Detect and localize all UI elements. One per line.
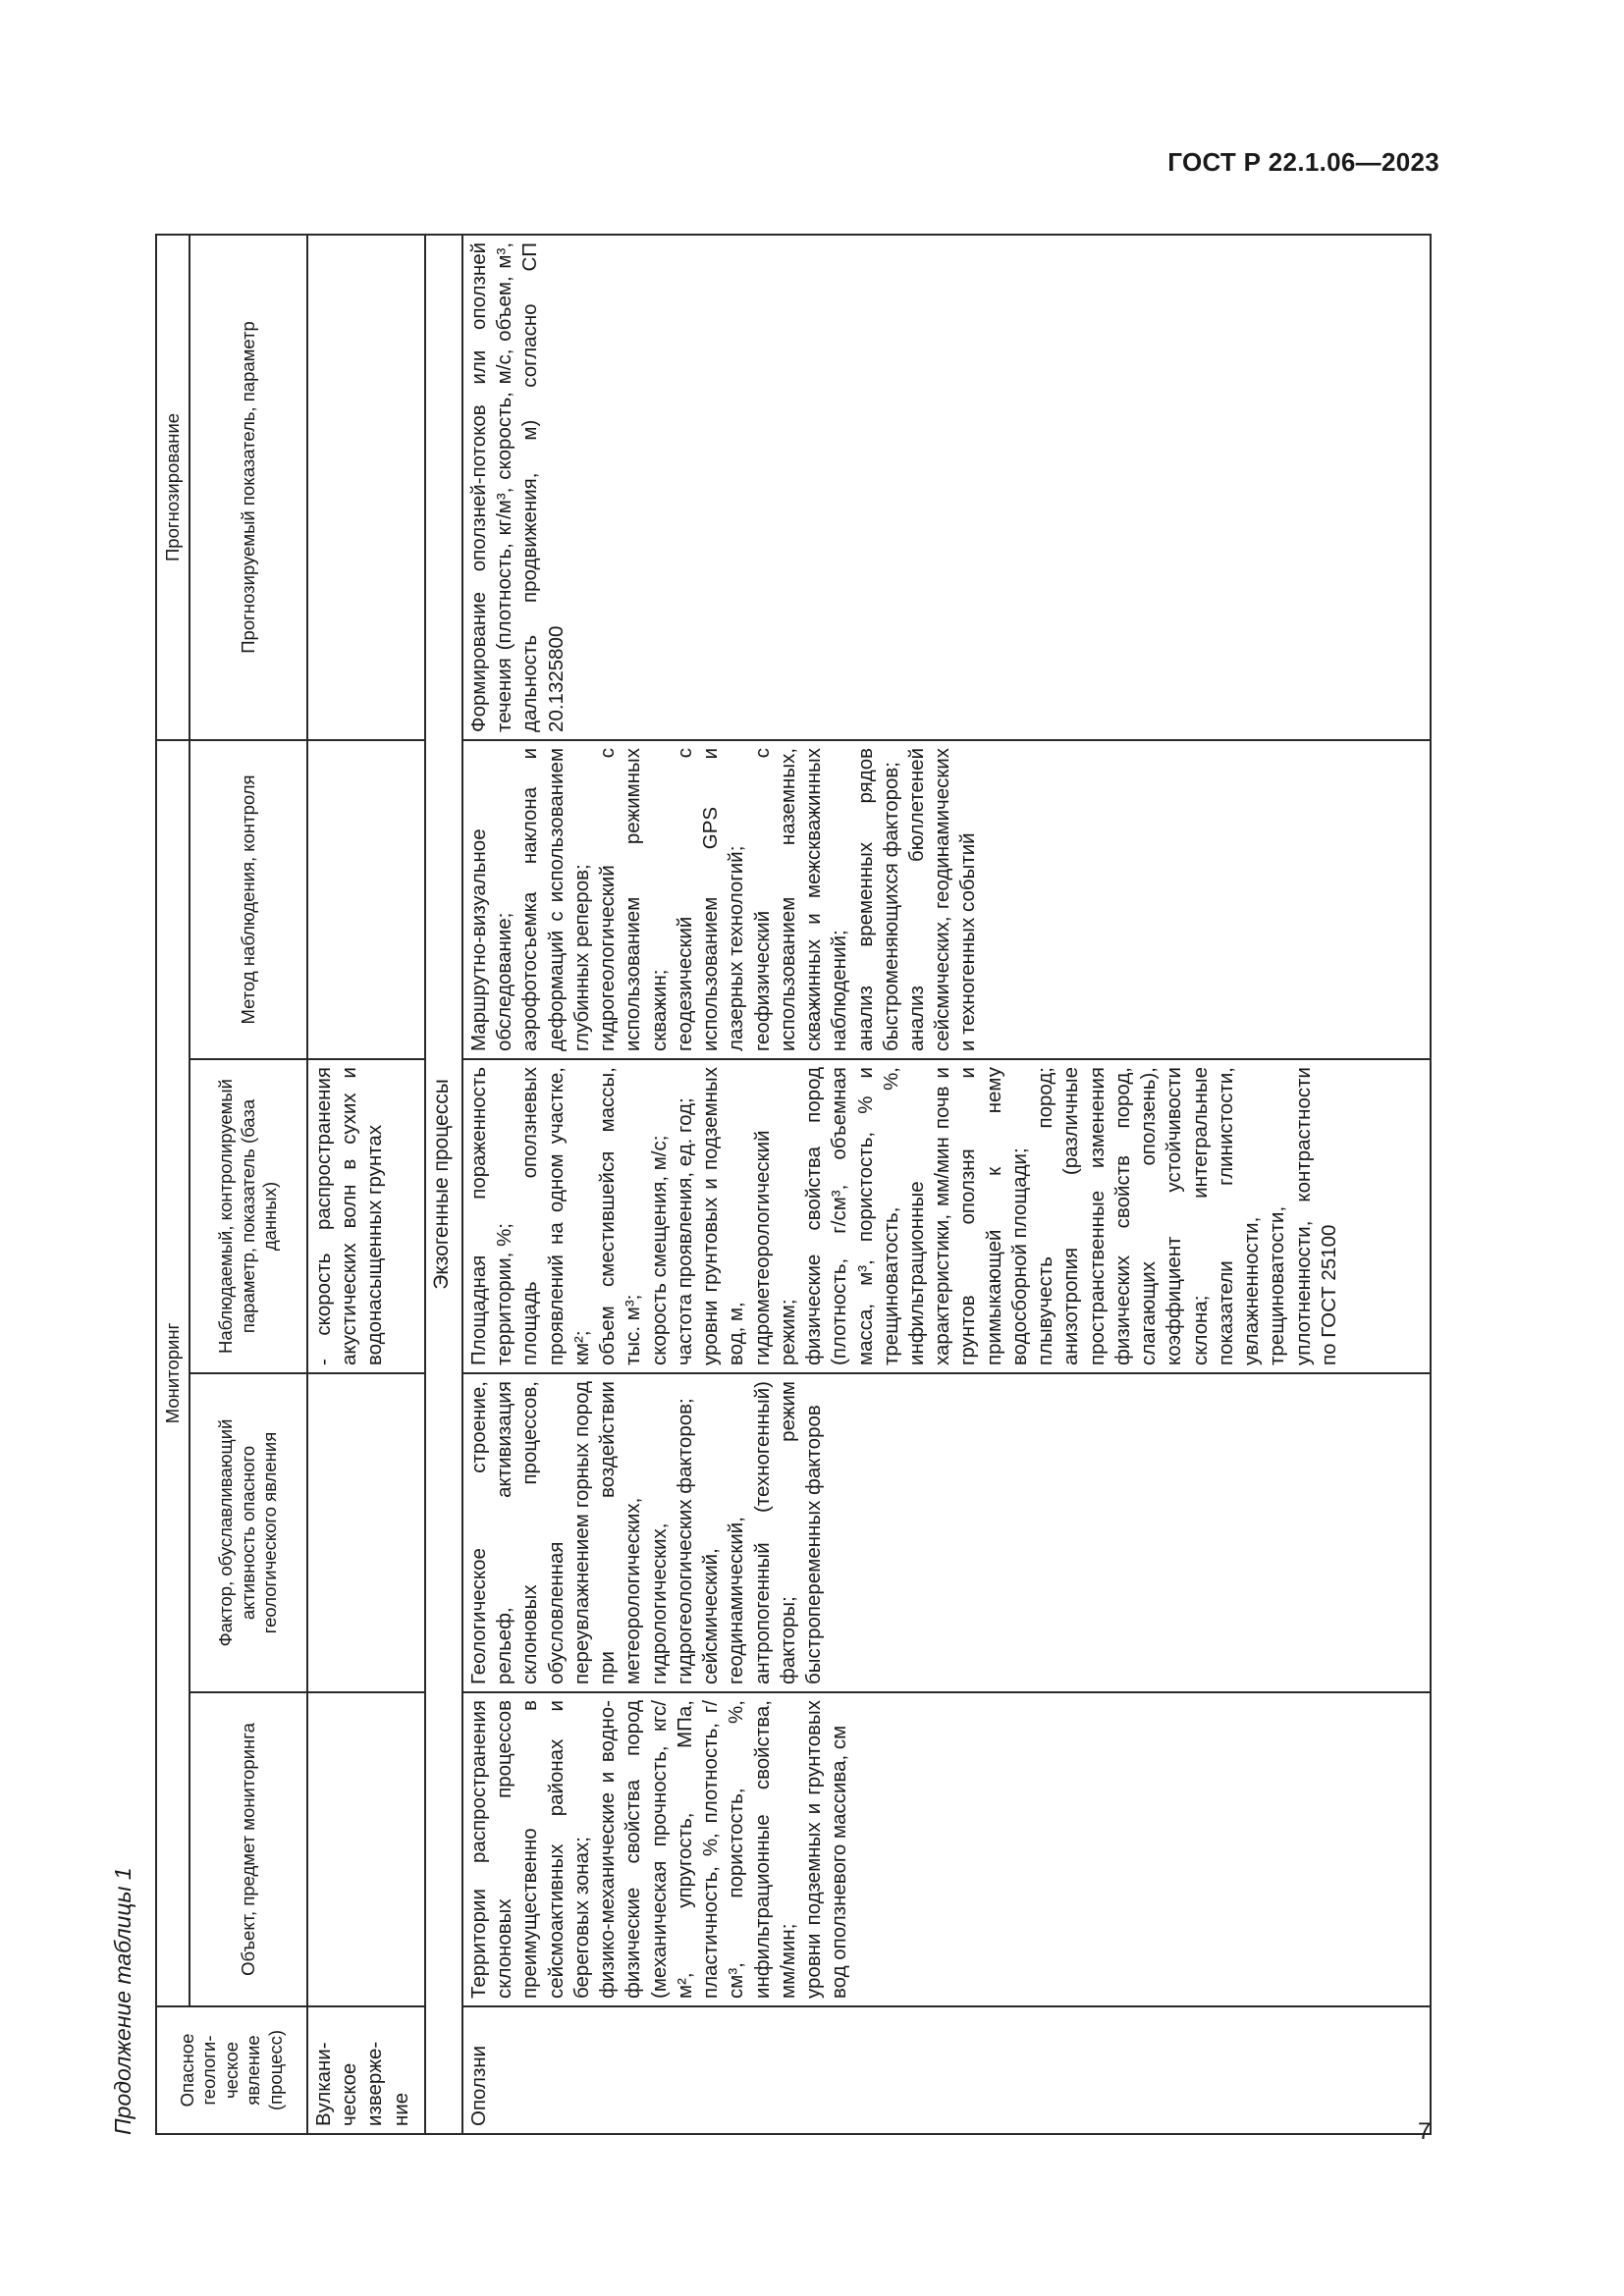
cell-forecast-param [307, 235, 425, 740]
cell-phenomenon: Оползни [462, 2006, 1431, 2134]
cell-factor: Геологическое строение, рельеф, активизация склоновых процессов, обусловленная переувлажнением горных пород при воздействии метеорологических, гидрологических, гидрогеологических факторов; сейсмический, геодинамический, антропогенный (техногенный) факторы; режим быстропеременных факторов [462, 1373, 1431, 1692]
document-header: ГОСТ Р 22.1.06—2023 [1167, 147, 1439, 177]
cell-phenomenon: Вулкани-ческое изверже-ние [307, 2006, 425, 2134]
header-monitoring: Мониторинг [156, 740, 189, 2006]
header-parameter: Наблюдаемый, контролируемый параметр, показатель (база данных) [189, 1059, 307, 1373]
table-row-volcano [307, 235, 425, 2134]
cell-object: Территории распространения склоновых процессов преимущественно в сейсмоактивных районах и береговых зонах; физико-механические и водно-физические свойства пород (механическая прочность, кгс/м², упругость, МПа, пластичность, %, плотность, г/см³, пористость, %, инфильтрационные свойства, мм/мин; уровни подземных и грунтовых вод оползневого массива, см [462, 1692, 1431, 2006]
cell-parameter: Площадная пораженность территории, %; площадь оползневых проявлений на одном участке, км²; объем сместившейся массы, тыс. м³; скорость смещения, м/с; частота проявления, ед. год; уровни грунтовых и подземных вод, м, гидрометеорологический режим; физические свойства пород (плотность, г/см³, объемная масса, м³, пористость, % и трещиноватость, %, инфильтрационные характеристики, мм/мин почв и грунтов оползня и примыкающей к нему водосборной площади; плывучесть пород; анизотропия (различные пространственные изменения физических свойств пород, слагающих оползень), коэффициент устойчивости склона; интегральные показатели глинистости, увлажненности, трещиноватости, уплотненности, контрастности по ГОСТ 25100 [462, 1059, 1431, 1373]
cell-object [307, 1692, 425, 2006]
header-factor: Фактор, обуславливающий активность опасного геологического явления [189, 1373, 307, 1692]
cell-forecast-param: Формирование оползней-потоков или оползней течения (плотность, кг/м³, скорость, м/с, объем, м³, дальность продвижения, м) согласно СП 20.1325800 [462, 235, 1431, 740]
monitoring-table [155, 234, 1432, 2135]
section-title: Экзогенные процессы [425, 235, 462, 2134]
table-caption: Продолжение таблицы 1 [110, 1867, 135, 2135]
header-forecast: Прогнозирование [156, 235, 189, 740]
cell-method: Маршрутно-визуальное обследование; аэрофотосъемка наклона и деформаций с использованием глубинных реперов; гидрогеологический с использованием режимных скважин; геодезический с использованием GPS и лазерных технологий; геофизический с использованием наземных, скважинных и межскважинных наблюдений; анализ временных рядов быстроменяющихся факторов; анализ бюллетеней сейсмических, геодинамических и техногенных событий [462, 740, 1431, 1059]
header-object: Объект, предмет мониторинга [189, 1692, 307, 2006]
header-forecast-param: Прогнозируемый показатель, параметр [189, 235, 307, 740]
cell-method [307, 740, 425, 1059]
header-method: Метод наблюдения, контроля [189, 740, 307, 1059]
rotated-table-area [110, 236, 1437, 2135]
cell-parameter: - скорость распространения акустических волн в сухих и водонасыщенных грунтах [307, 1059, 425, 1373]
page-number: 7 [1418, 2118, 1432, 2145]
header-phenomenon: Опасное геологи-ческое явление (процесс) [156, 2006, 307, 2134]
cell-factor [307, 1373, 425, 1692]
table-row-landslide [462, 235, 1431, 2134]
